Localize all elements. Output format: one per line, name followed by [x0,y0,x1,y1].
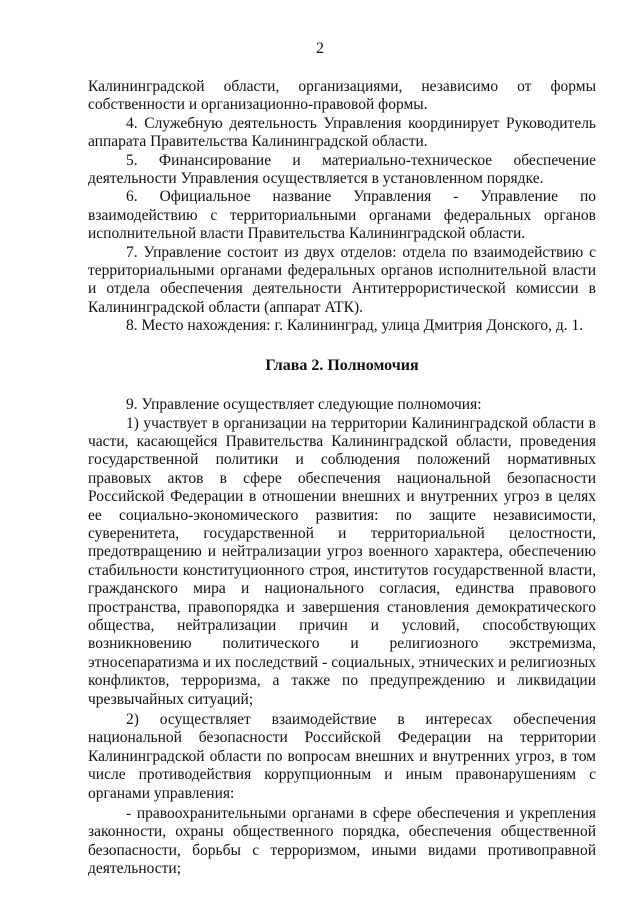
chapter-heading: Глава 2. Полномочия [265,356,419,374]
paragraph-9: 9. Управление осуществляет следующие полномочия: [126,396,482,414]
list-item-1: 1) участвует в организации на территории Калининградской области в части, касающейся Правительства Калининградской области, проведения государственной политики и соблюдения положений нормативных правовых актов в сфере обеспечения национальной безопасности Российской Федерации в отношении внешних и внутренних угроз в целях ее социально-экономического развития: по защите независимости, суверенитета, государственной и территориальной целостности, предотвращению и нейтрализации угроз военного характера, обеспечению стабильности конституционного строя, институтов государственной власти, гражданского мира и национального согласия, единства правового пространства, правопорядка и завершения становления демократического общества, нейтрализации причин и условий, способствующих возникновению политического и религиозного экстремизма, этносепаратизма и их последствий - социальных, этнических и религиозных конфликтов, терроризма, а также по предупреждению и ликвидации чрезвычайных ситуаций; [88,414,596,708]
paragraph-continuation: Калининградской области, организациями, независимо от формы собственности и организационно-правовой формы. [88,78,596,114]
paragraph-6: 6. Официальное название Управления - Управление по взаимодействию с территориальными органами федеральных органов исполнительной власти Правительства Калининградской области. [88,188,596,243]
page-number: 2 [316,40,324,57]
document-body [88,78,596,879]
paragraph-8: 8. Место нахождения: г. Калининград, улица Дмитрия Донского, д. 1. [126,317,584,335]
list-item-2: 2) осуществляет взаимодействие в интересах обеспечения национальной безопасности Российской Федерации на территории Калининградской области по вопросам внешних и внутренних угроз, в том числе противодействия коррупционным и иным правонарушениям с органами управления: [88,711,596,802]
paragraph-4: 4. Служебную деятельность Управления координирует Руководитель аппарата Правительства Калининградской области. [88,114,596,151]
paragraph-7: 7. Управление состоит из двух отделов: отдела по взаимодействию с территориальными органами федеральных органов исполнительной власти и отдела обеспечения деятельности Антитеррористической комиссии в Калининградской области (аппарат АТК). [88,243,596,316]
list-item-2-subitem-1: - правоохранительными органами в сфере обеспечения и укрепления законности, охраны общественного порядка, обеспечения общественной безопасности, борьбы с терроризмом, иными видами противоправной деятельности; [88,805,596,878]
paragraph-5: 5. Финансирование и материально-техническое обеспечение деятельности Управления осуществляется в установленном порядке. [88,151,596,188]
